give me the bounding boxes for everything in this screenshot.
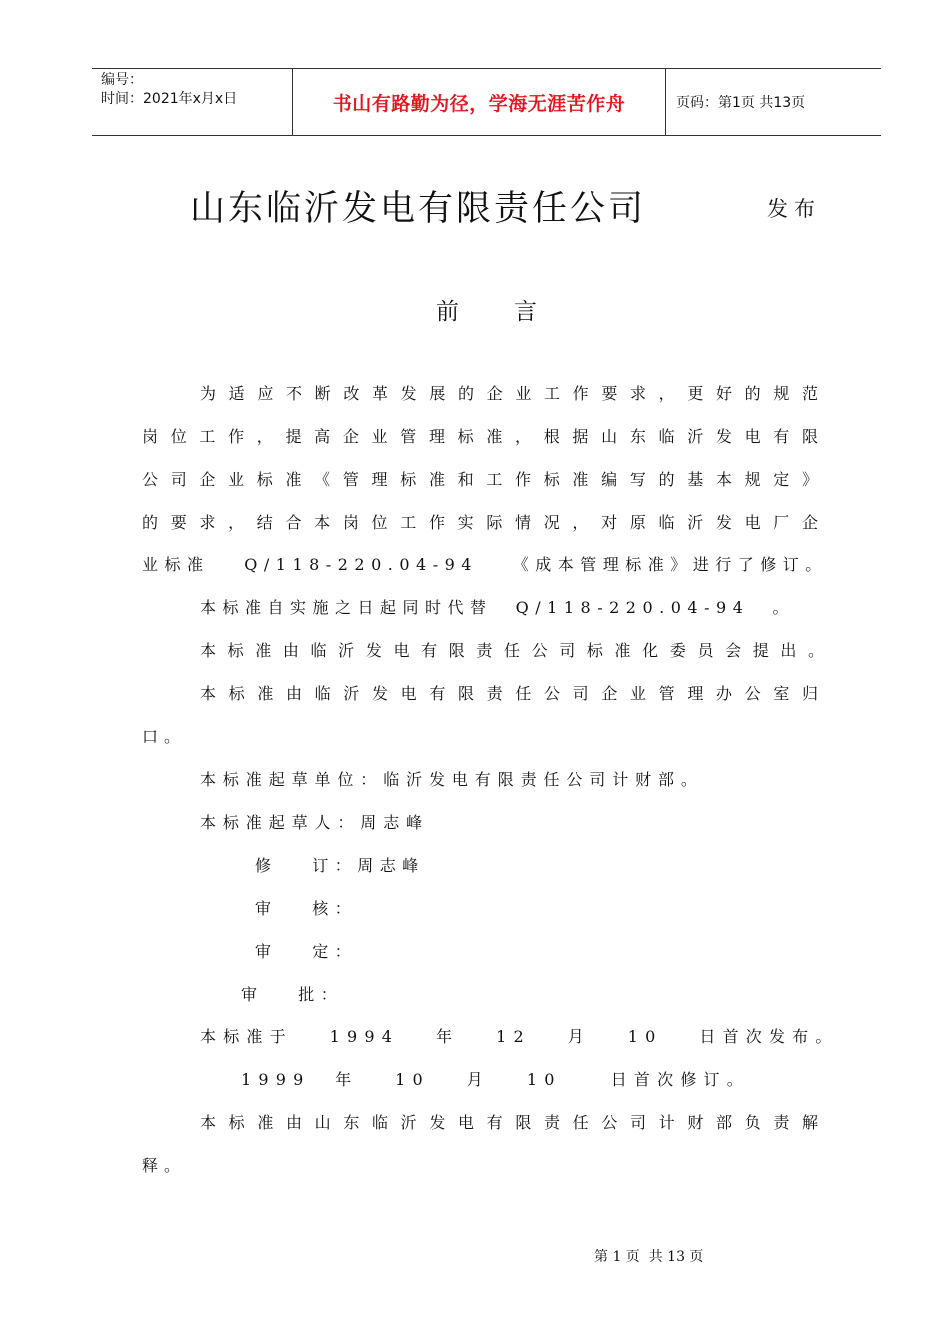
body-line: 口。 — [142, 727, 187, 746]
number-label: 编号： — [101, 72, 143, 88]
body-line: 审 核： — [255, 899, 358, 918]
body-line: 本标准由临沂发电有限责任公司企业管理办公室归 — [200, 684, 822, 703]
body-line: 1999 年 10 月 10 日首次修订。 — [241, 1070, 750, 1089]
body-line: 修 订：周志峰 — [255, 856, 425, 875]
header-meta — [92, 69, 293, 135]
body-line: 岗位工作，提高企业管理标准，根据山东临沂发电有限 — [142, 427, 822, 446]
body-line: 公司企业标准《管理标准和工作标准编写的基本规定》 — [142, 470, 822, 489]
body-line: 审 定： — [255, 942, 358, 961]
page-label: 页码：第1页 共13页 — [676, 95, 806, 111]
company-title: 山东临沂发电有限责任公司 — [190, 189, 647, 229]
publish-label: 发布 — [767, 197, 821, 221]
body-line: 本标准起草人：周志峰 — [200, 813, 430, 832]
body-line: 业标准 Q/118-220.04-94 《成本管理标准》进行了修订。 — [142, 555, 828, 574]
body-line: 审 批： — [241, 985, 344, 1004]
body-line: 的要求，结合本岗位工作实际情况，对原临沂发电厂企 — [142, 513, 822, 532]
body-line: 本标准于 1994 年 12 月 10 日首次发布。 — [200, 1027, 839, 1046]
motto-text: 书山有路勤为径，学海无涯苦作舟 — [332, 92, 626, 115]
page-footer: 第 1 页 共 13 页 — [594, 1249, 704, 1265]
document-header — [92, 68, 881, 136]
body-line: 本标准由临沂发电有限责任公司标准化委员会提出。 — [200, 641, 828, 660]
preface-heading: 前言 — [436, 299, 592, 325]
body-line: 本标准起草单位：临沂发电有限责任公司计财部。 — [200, 770, 704, 789]
time-label: 时间：2021年x月x日 — [101, 91, 238, 107]
body-line: 本标准自实施之日起同时代替 Q/118-220.04-94 。 — [200, 598, 796, 617]
body-line: 为适应不断改革发展的企业工作要求，更好的规范 — [200, 384, 822, 403]
body-line: 本标准由山东临沂发电有限责任公司计财部负责解 — [200, 1113, 822, 1132]
header-page-cell — [666, 69, 881, 135]
body-line: 释。 — [142, 1156, 187, 1175]
header-motto-cell — [293, 69, 666, 135]
